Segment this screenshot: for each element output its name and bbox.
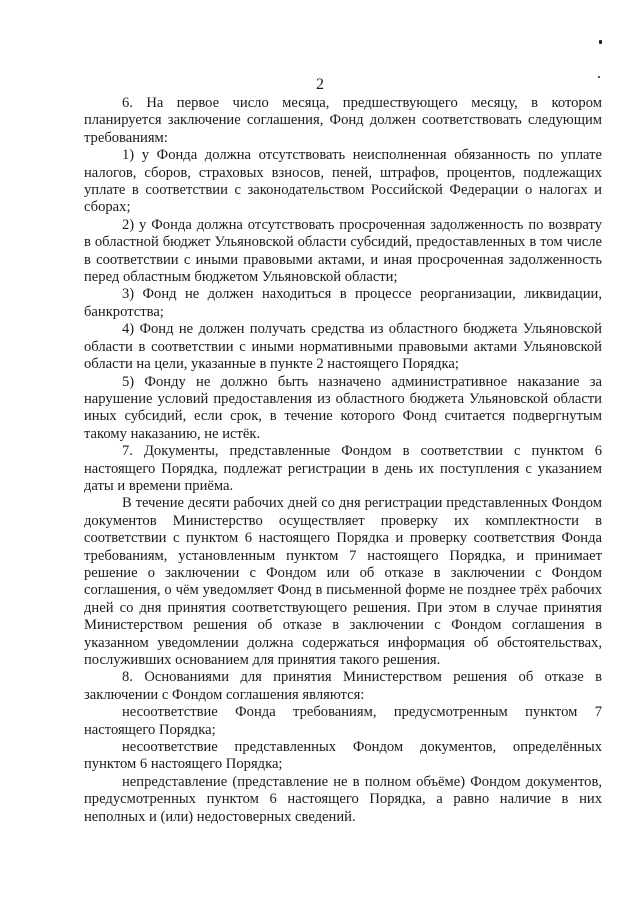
scan-speck — [599, 40, 602, 44]
paragraph-8-ground-2: несоответствие представленных Фондом документов, определённых пунктом 6 настоящего Порядка; — [84, 739, 602, 773]
paragraph-6-item-2: 2) у Фонда должна отсутствовать просроченная задолженность по возврату в областной бюджет Ульяновской области субсидий, предоставленных в том числе в соответствии с иными правовыми актами, и иная просроченная задолженность перед областным бюджетом Ульяновской области; — [84, 216, 602, 286]
paragraph-7: 7. Документы, представленные Фондом в соответствии с пунктом 6 настоящего Порядка, подлежат регистрации в день их поступления с указанием даты и времени приёма. — [84, 443, 602, 494]
page-number: 2 — [316, 76, 324, 93]
paragraph-6-item-4: 4) Фонд не должен получать средства из областного бюджета Ульяновской области в соответствии с иными нормативными правовыми актами Ульяновской области на цели, указанные в пункте 2 настоящего Порядка; — [84, 321, 602, 373]
paragraph-7-review: В течение десяти рабочих дней со дня регистрации представленных Фондом документов Министерство осуществляет проверку их комплектности в соответствии с пунктом 6 настоящего Порядка и проверку соответствия Фонда требованиям, установленным пунктом 7 настоящего Порядка, и принимает решение о заключении с Фондом или об отказе в заключении с Фондом соглашения, о чём уведомляет Фонд в письменной форме не позднее трёх рабочих дней со дня принятия соответствующего решения. При этом в случае принятия Министерством решения об отказе в заключении с Фондом соглашения в указанном уведомлении должна содержаться информация об обстоятельствах, послуживших основанием для принятия такого решения. — [84, 495, 602, 668]
paragraph-6-item-3: 3) Фонд не должен находиться в процессе реорганизации, ликвидации, банкротства; — [84, 286, 602, 320]
document-body — [84, 95, 602, 826]
paragraph-6: 6. На первое число месяца, предшествующего месяцу, в котором планируется заключение соглашения, Фонд должен соответствовать следующим требованиям: — [84, 95, 602, 146]
paragraph-6-item-5: 5) Фонду не должно быть назначено административное наказание за нарушение условий предоставления из областного бюджета Ульяновской области иных субсидий, если срок, в течение которого Фонд считается подвергнутым такому наказанию, не истёк. — [84, 373, 602, 442]
paragraph-6-item-1: 1) у Фонда должна отсутствовать неисполненная обязанность по уплате налогов, сборов, страховых взносов, пеней, штрафов, процентов, подлежащих уплате в соответствии с законодательством Российской Федерации о налогах и сборах; — [84, 147, 602, 216]
paragraph-8: 8. Основаниями для принятия Министерством решения об отказе в заключении с Фондом соглашения являются: — [84, 669, 602, 703]
paragraph-8-ground-3: непредставление (представление не в полном объёме) Фондом документов, предусмотренных пунктом 6 настоящего Порядка, а равно наличие в них неполных и (или) недостоверных сведений. — [84, 773, 602, 825]
paragraph-8-ground-1: несоответствие Фонда требованиям, предусмотренным пунктом 7 настоящего Порядка; — [84, 704, 602, 738]
